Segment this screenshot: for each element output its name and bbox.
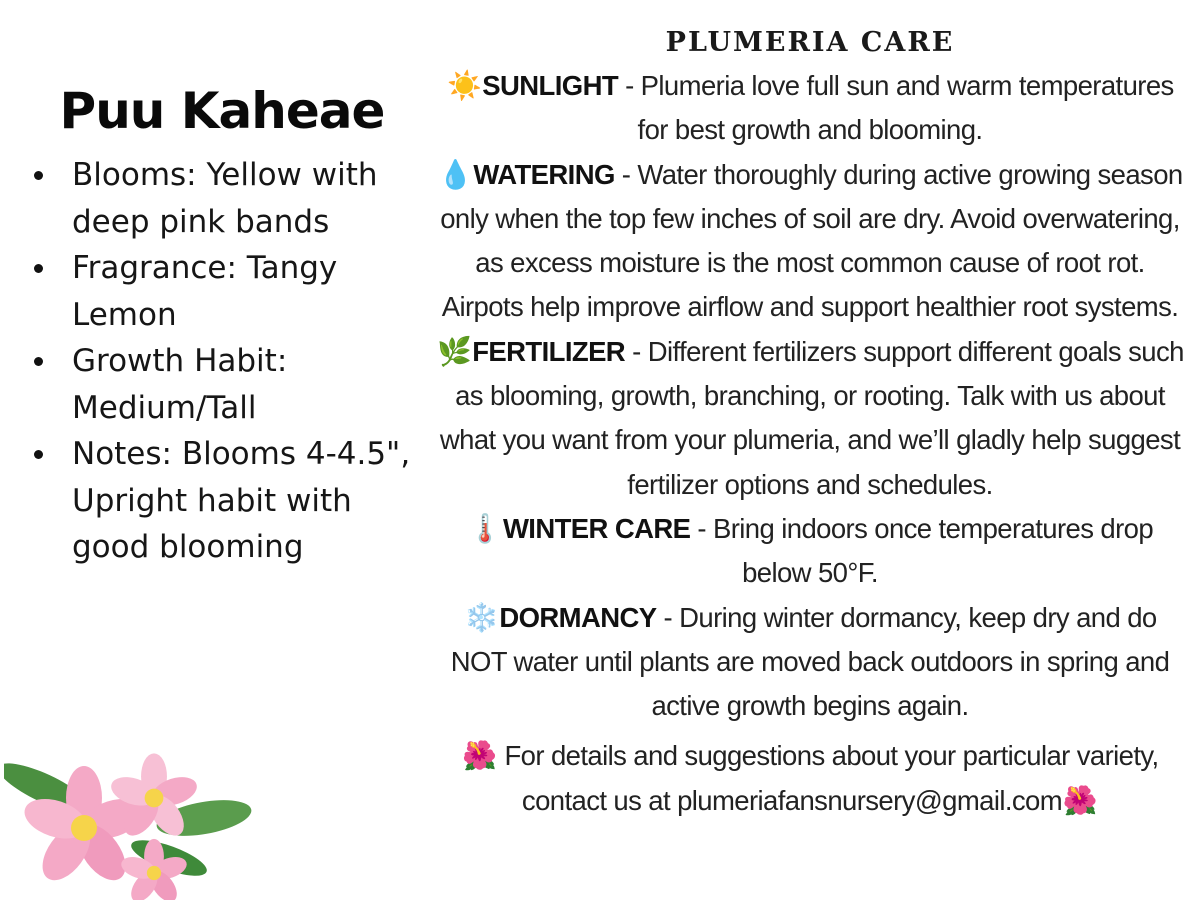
detail-growth-habit xyxy=(28,338,428,431)
plumeria-flower-image xyxy=(4,748,254,900)
detail-text: Notes: Blooms 4-4.5", Upright habit with good blooming xyxy=(72,436,411,565)
section-text: - Plumeria love full sun and warm temperatures for best growth and blooming. xyxy=(618,70,1174,146)
section-heading: FERTILIZER xyxy=(472,335,626,367)
detail-text: Growth Habit: Medium/Tall xyxy=(72,343,288,426)
section-text: - During winter dormancy, keep dry and do NOT water until plants are moved back outdoors in spring and active growth begins again. xyxy=(450,601,1170,722)
snowflake-icon: ❄️ xyxy=(464,601,499,633)
hibiscus-icon: 🌺 xyxy=(1062,784,1098,816)
contact-line xyxy=(432,734,1188,823)
sun-icon: ☀️ xyxy=(447,70,482,101)
bullet-icon xyxy=(34,264,43,273)
bullet-icon xyxy=(34,357,43,366)
variety-details-list xyxy=(28,152,428,571)
care-section-watering xyxy=(432,153,1188,330)
hibiscus-icon: 🌺 xyxy=(462,740,497,772)
care-section-dormancy xyxy=(432,596,1188,729)
care-title: PLUMERIA CARE xyxy=(665,27,955,58)
thermometer-icon: 🌡️ xyxy=(467,512,503,544)
detail-notes xyxy=(28,431,428,571)
water-drop-icon: 💧 xyxy=(438,158,473,190)
bullet-icon xyxy=(34,171,43,180)
detail-text: Blooms: Yellow with deep pink bands xyxy=(72,157,378,240)
variety-title: Puu Kaheae xyxy=(59,82,385,140)
variety-panel xyxy=(0,0,420,900)
care-panel xyxy=(432,24,1188,823)
section-heading: WINTER CARE xyxy=(502,512,691,544)
detail-fragrance xyxy=(28,245,428,338)
detail-blooms xyxy=(28,152,428,245)
section-heading: WATERING xyxy=(473,158,615,190)
care-section-winter-care xyxy=(432,507,1188,596)
section-text: - Water thoroughly during active growing season only when the top few inches of soil are dry. Avoid overwatering, as excess moisture is the most common cause of root rot. Airpots help improve airflow and support healthier root systems. xyxy=(440,158,1183,323)
care-section-fertilizer xyxy=(432,330,1188,507)
leaf-icon: 🌿 xyxy=(437,335,472,367)
contact-text: For details and suggestions about your particular variety, contact us at plumeriafansnursery@gmail.com xyxy=(497,740,1159,816)
section-text: - Different fertilizers support different goals such as blooming, growth, branching, or rooting. Talk with us about what you want from your plumeria, and we’ll gladly help suggest fertilizer options and schedules. xyxy=(439,335,1184,500)
section-heading: DORMANCY xyxy=(499,601,657,633)
bullet-icon xyxy=(34,450,43,459)
care-section-sunlight xyxy=(432,64,1188,153)
section-heading: SUNLIGHT xyxy=(482,70,619,101)
section-text: - Bring indoors once temperatures drop below 50°F. xyxy=(690,512,1154,589)
detail-text: Fragrance: Tangy Lemon xyxy=(72,250,338,333)
